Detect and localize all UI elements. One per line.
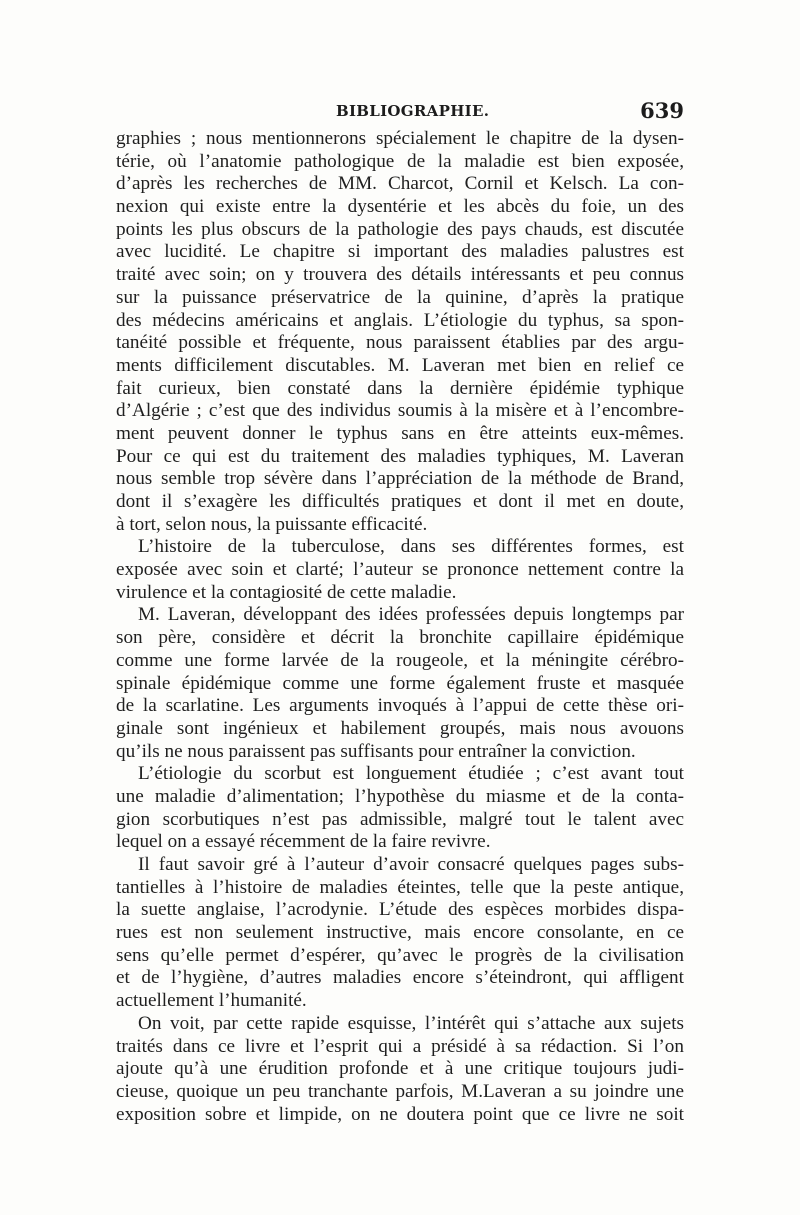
- text-line: une maladie d’alimentation; l’hypothèse du miasme et de la conta-: [116, 785, 684, 807]
- text-line: On voit, par cette rapide esquisse, l’intérêt qui s’attache aux sujets: [138, 1012, 684, 1034]
- text-line: exposition sobre et limpide, on ne doutera point que ce livre ne soit: [116, 1103, 684, 1125]
- text-line: cieuse, quoique un peu tranchante parfois, M.Laveran a su joindre une: [116, 1080, 684, 1102]
- text-line: gion scorbutiques n’est pas admissible, malgré tout le talent avec: [116, 808, 684, 830]
- text-line: son père, considère et décrit la bronchite capillaire épidémique: [116, 627, 684, 649]
- text-line: tantielles à l’histoire de maladies éteintes, telle que la peste antique,: [116, 876, 684, 898]
- text-line: des médecins américains et anglais. L’étiologie du typhus, sa spon-: [116, 309, 684, 331]
- text-line: sur la puissance préservatrice de la quinine, d’après la pratique: [116, 286, 684, 308]
- body-text: [116, 128, 684, 1126]
- text-line: actuellement l’humanité.: [116, 990, 307, 1012]
- text-line: d’Algérie ; c’est que des individus soumis à la misère et à l’encombre-: [116, 400, 684, 422]
- text-line: de la scarlatine. Les arguments invoqués à l’appui de cette thèse ori-: [116, 695, 684, 717]
- text-line: Il faut savoir gré à l’auteur d’avoir consacré quelques pages subs-: [138, 854, 684, 875]
- text-line: Pour ce qui est du traitement des maladies typhiques, M. Laveran: [116, 445, 684, 467]
- page-number: 639: [640, 98, 684, 123]
- text-line: graphies ; nous mentionnerons spécialement le chapitre de la dysen-: [116, 128, 684, 149]
- text-line: et de l’hygiène, d’autres maladies encore s’éteindront, qui affligent: [116, 967, 684, 989]
- text-line: d’après les recherches de MM. Charcot, Cornil et Kelsch. La con-: [116, 173, 684, 195]
- text-line: qu’ils ne nous paraissent pas suffisants pour entraîner la conviction.: [116, 740, 636, 762]
- text-line: ajoute qu’à une érudition profonde et à une critique toujours judi-: [116, 1058, 684, 1080]
- text-line: à tort, selon nous, la puissante efficacité.: [116, 513, 428, 535]
- text-line: traité avec soin; on y trouvera des détails intéressants et peu connus: [116, 264, 684, 286]
- text-line: exposée avec soin et clarté; l’auteur se prononce nettement contre la: [116, 559, 684, 581]
- text-line: ments difficilement discutables. M. Laveran met bien en relief ce: [116, 354, 684, 376]
- text-line: virulence et la contagiosité de cette maladie.: [116, 581, 457, 603]
- text-line: L’histoire de la tuberculose, dans ses différentes formes, est: [138, 536, 684, 558]
- text-line: comme une forme larvée de la rougeole, et la méningite cérébro-: [116, 649, 684, 671]
- text-line: lequel on a essayé récemment de la faire revivre.: [116, 831, 491, 853]
- running-header: [116, 98, 684, 128]
- running-title: BIBLIOGRAPHIE.: [336, 102, 490, 120]
- text-line: nous semble trop sévère dans l’appréciation de la méthode de Brand,: [116, 468, 684, 490]
- text-line: L’étiologie du scorbut est longuement étudiée ; c’est avant tout: [138, 763, 684, 785]
- text-line: nexion qui existe entre la dysentérie et les abcès du foie, un des: [116, 196, 684, 218]
- text-line: tanéité possible et fréquente, nous paraissent établies par des argu-: [116, 332, 684, 354]
- text-line: points les plus obscurs de la pathologie des pays chauds, est discutée: [116, 218, 684, 240]
- text-line: fait curieux, bien constaté dans la dernière épidémie typhique: [116, 377, 684, 399]
- text-line: la suette anglaise, l’acrodynie. L’étude des espèces morbides dispa-: [116, 899, 684, 921]
- text-line: dont il s’exagère les difficultés pratiques et dont il met en doute,: [116, 491, 684, 512]
- text-line: ment peuvent donner le typhus sans en être atteints eux-mêmes.: [116, 422, 684, 444]
- text-line: traités dans ce livre et l’esprit qui a présidé à sa rédaction. Si l’on: [116, 1035, 684, 1057]
- text-line: M. Laveran, développant des idées professées depuis longtemps par: [138, 604, 684, 626]
- text-line: térie, où l’anatomie pathologique de la maladie est bien exposée,: [116, 150, 684, 172]
- text-line: ginale sont ingénieux et habilement groupés, mais nous avouons: [116, 717, 684, 739]
- text-line: avec lucidité. Le chapitre si important des maladies palustres est: [116, 241, 684, 263]
- text-line: spinale épidémique comme une forme également fruste et masquée: [116, 672, 684, 694]
- text-line: sens qu’elle permet d’espérer, qu’avec le progrès de la civilisation: [116, 944, 684, 966]
- text-line: rues est non seulement instructive, mais encore consolante, en ce: [116, 922, 684, 944]
